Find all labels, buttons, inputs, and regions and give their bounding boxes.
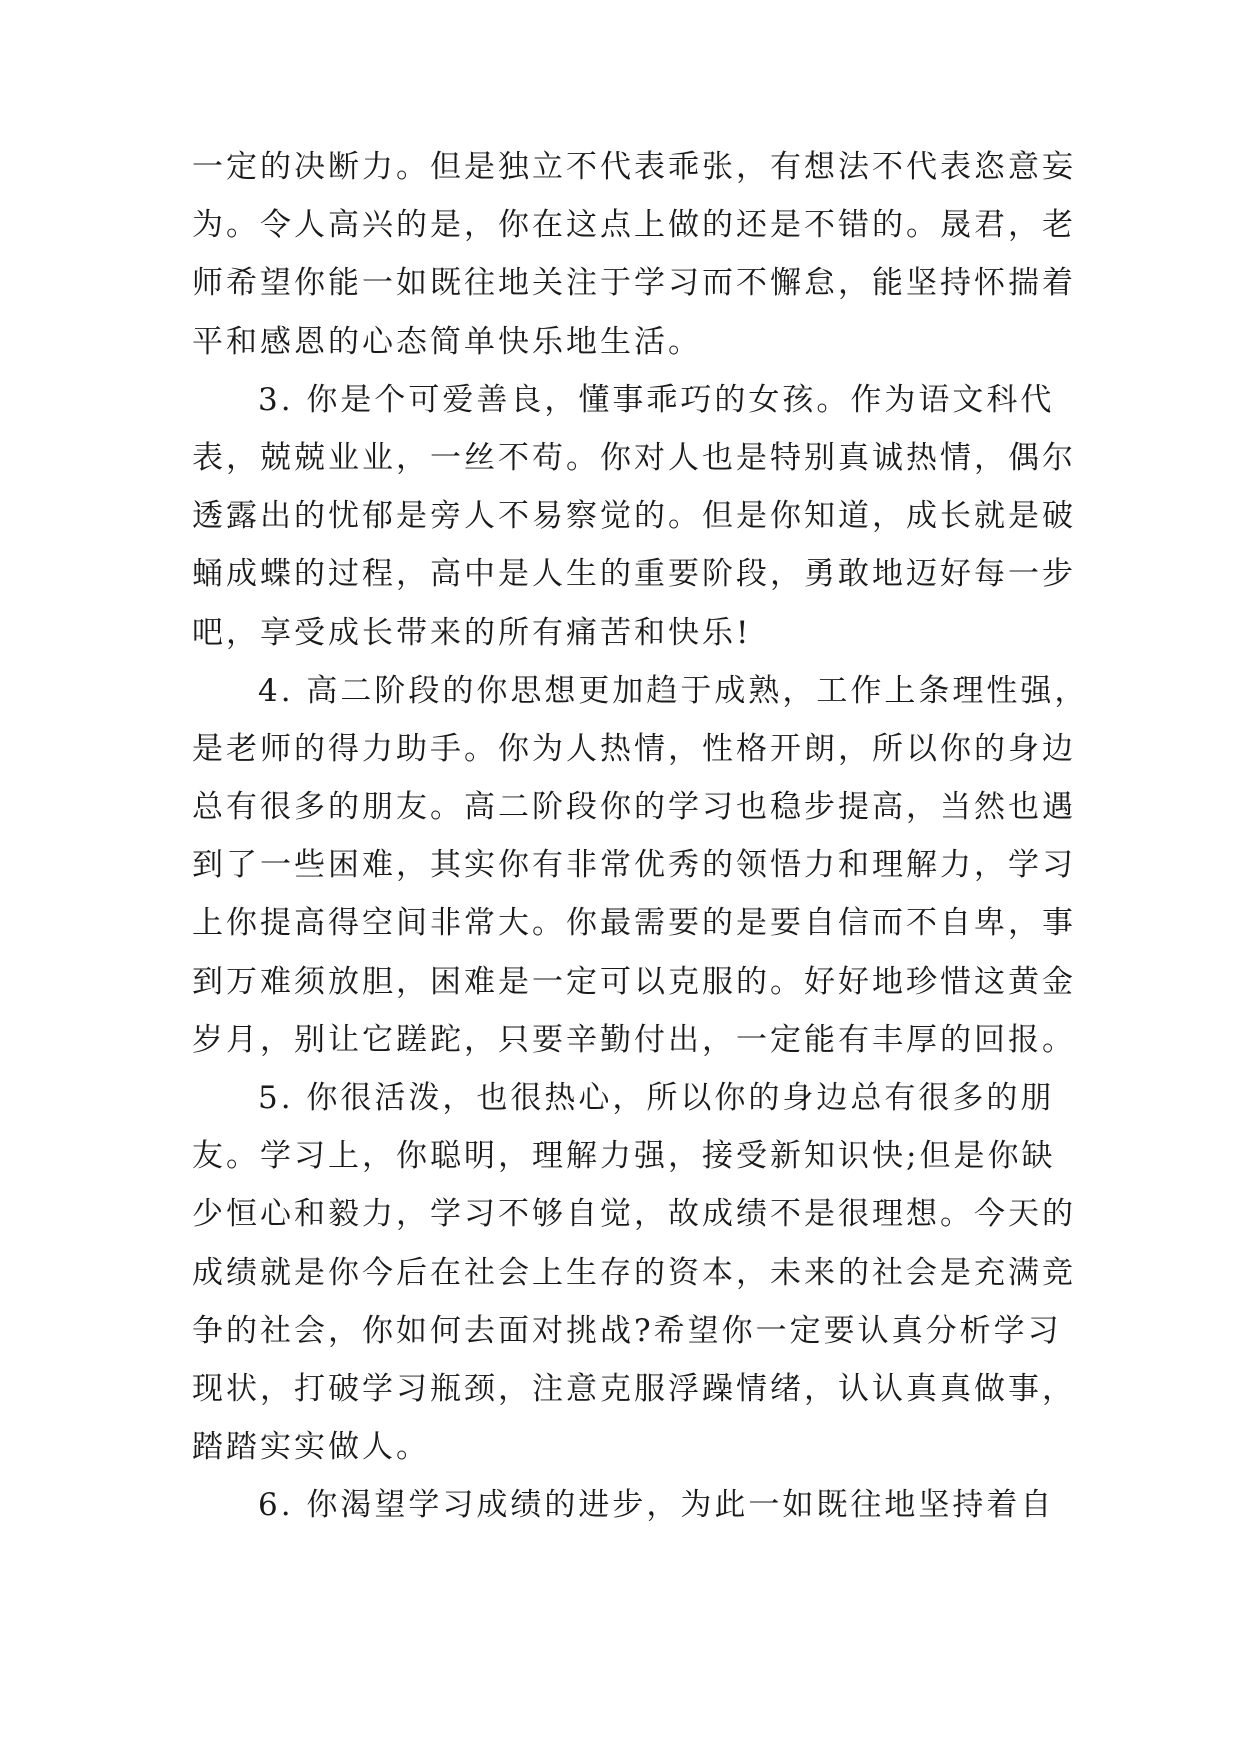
- text-line: 是老师的得力助手。你为人热情，性格开朗，所以你的身边: [192, 730, 1076, 767]
- text-line: 现状，打破学习瓶颈，注意克服浮躁情绪，认认真真做事，: [192, 1370, 1076, 1407]
- text-line: 岁月，别让它蹉跎，只要辛勤付出，一定能有丰厚的回报。: [192, 1021, 1076, 1058]
- text-line: 4. 高二阶段的你思想更加趋于成熟，工作上条理性强，: [258, 672, 1089, 709]
- text-line: 吧，享受成长带来的所有痛苦和快乐!: [192, 614, 752, 651]
- text-line: 师希望你能一如既往地关注于学习而不懈怠，能坚持怀揣着: [192, 265, 1076, 302]
- text-line: 蛹成蝶的过程，高中是人生的重要阶段，勇敢地迈好每一步: [192, 556, 1076, 593]
- text-line: 3. 你是个可爱善良，懂事乖巧的女孩。作为语文科代: [258, 381, 1055, 418]
- text-line: 为。令人高兴的是，你在这点上做的还是不错的。晟君，老: [192, 207, 1076, 244]
- text-line: 踏踏实实做人。: [192, 1429, 430, 1466]
- text-line: 6. 你渴望学习成绩的进步，为此一如既往地坚持着自: [258, 1487, 1055, 1524]
- body-text: [192, 138, 1089, 1535]
- text-line: 成绩就是你今后在社会上生存的资本，未来的社会是充满竞: [192, 1254, 1076, 1291]
- text-line: 友。学习上，你聪明，理解力强，接受新知识快;但是你缺: [192, 1138, 1056, 1175]
- text-line: 少恒心和毅力，学习不够自觉，故成绩不是很理想。今天的: [192, 1196, 1076, 1233]
- text-line: 一定的决断力。但是独立不代表乖张，有想法不代表恣意妄: [192, 149, 1076, 185]
- text-line: 5. 你很活泼，也很热心，所以你的身边总有很多的朋: [258, 1080, 1055, 1116]
- text-line: 平和感恩的心态简单快乐地生活。: [192, 323, 702, 360]
- text-line: 争的社会，你如何去面对挑战?希望你一定要认真分析学习: [192, 1312, 1062, 1349]
- text-line: 表，兢兢业业，一丝不苟。你对人也是特别真诚热情，偶尔: [192, 439, 1076, 476]
- text-line: 到万难须放胆，困难是一定可以克服的。好好地珍惜这黄金: [192, 963, 1076, 1000]
- text-line: 到了一些困难，其实你有非常优秀的领悟力和理解力，学习: [192, 847, 1076, 884]
- text-line: 上你提高得空间非常大。你最需要的是要自信而不自卑，事: [192, 905, 1076, 942]
- text-line: 透露出的忧郁是旁人不易察觉的。但是你知道，成长就是破: [192, 498, 1076, 535]
- text-line: 总有很多的朋友。高二阶段你的学习也稳步提高，当然也遇: [192, 789, 1076, 826]
